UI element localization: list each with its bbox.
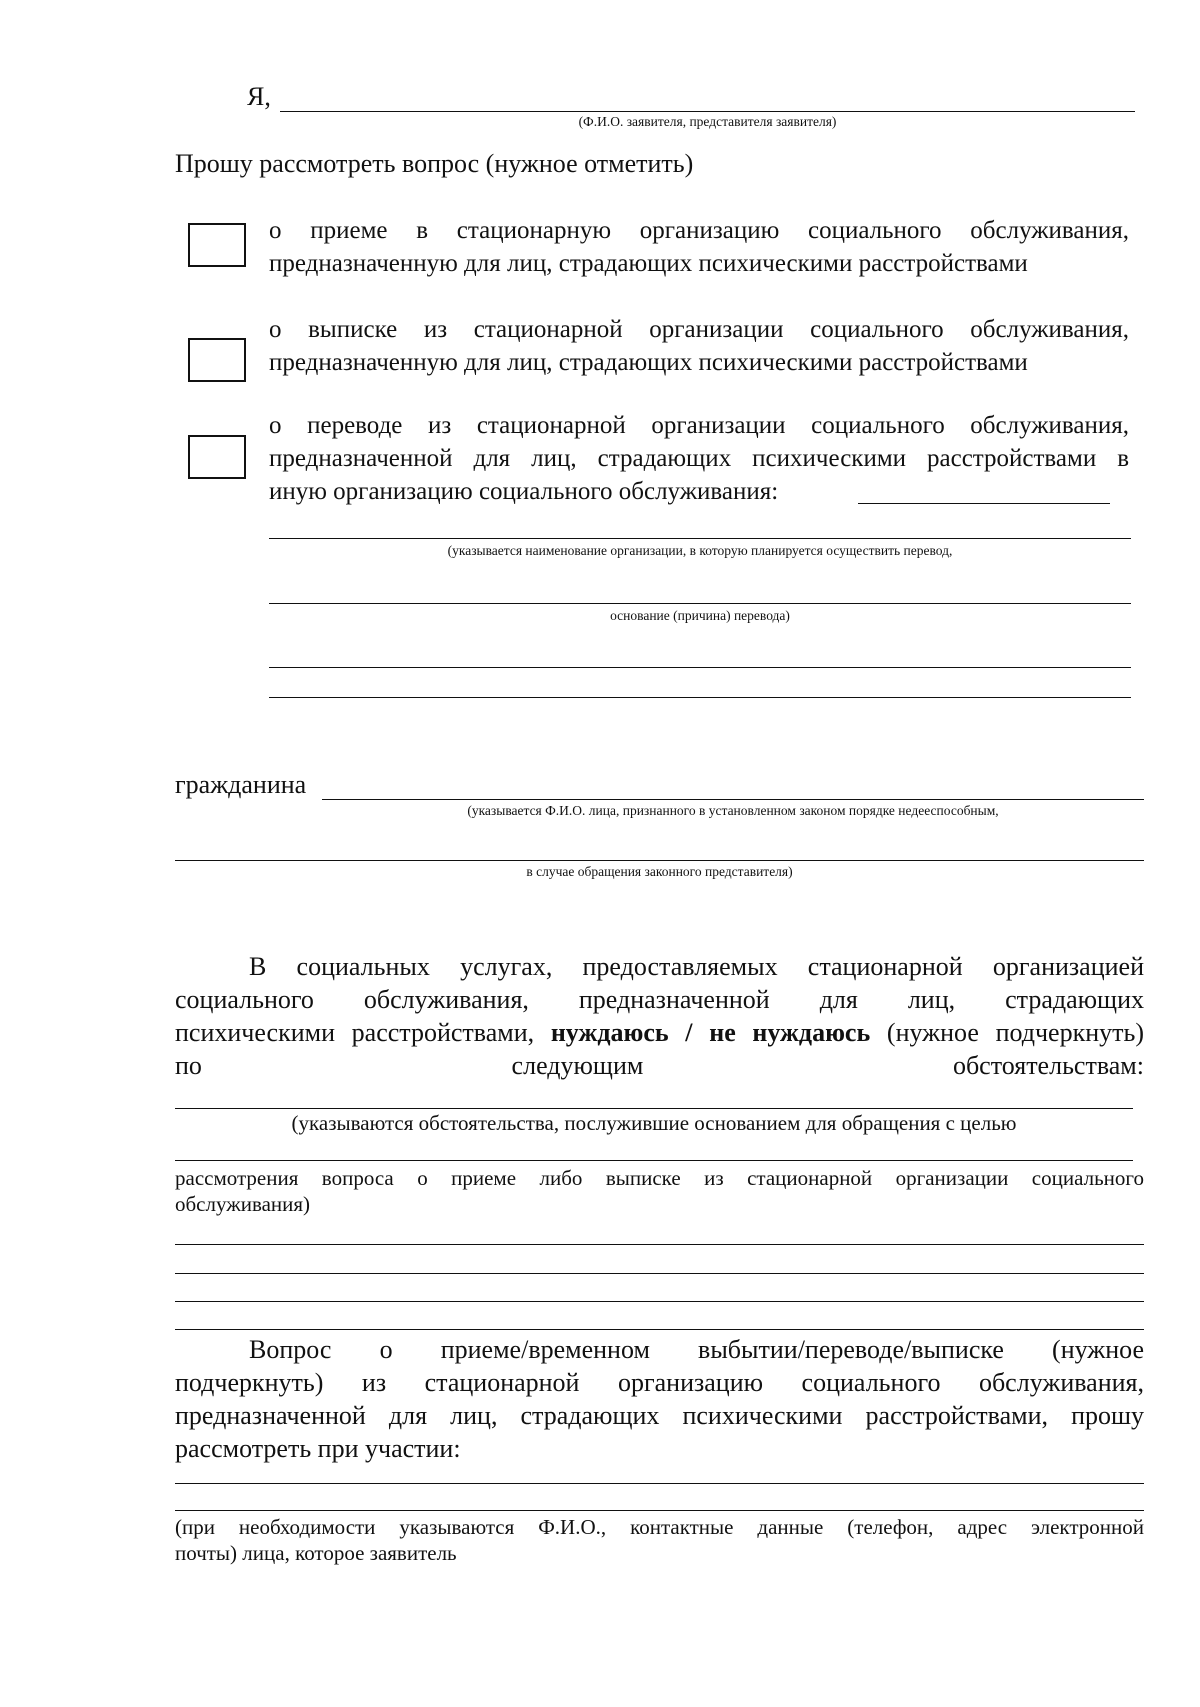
question-caption-line-2: почты) лица, которое заявитель [175,1541,457,1565]
needs-circumstances-line-2[interactable] [175,1160,1133,1161]
needs-extra-line-4[interactable] [175,1329,1144,1330]
option-admission-line2: предназначенную для лиц, страдающих психическими расстройствами [269,250,1028,277]
ya-label: Я, [247,82,271,111]
citizen-label: гражданина [175,770,307,799]
option-discharge-line2: предназначенную для лиц, страдающих психическими расстройствами [269,349,1028,376]
citizen-caption-1: (указывается Ф.И.О. лица, признанного в установленном законом порядке недееспособным, [467,803,999,818]
needs-extra-line-3[interactable] [175,1301,1144,1302]
option-transfer-line3: иную организацию социального обслуживания: [269,478,779,505]
request-heading: Прошу рассмотреть вопрос (нужное отметить) [175,149,694,178]
checkbox-admission[interactable] [188,223,246,267]
needs-caption-1: (указываются обстоятельства, послужившие основанием для обращения с целью [291,1111,1017,1135]
question-paragraph [175,1333,1144,1465]
transfer-org-line[interactable] [269,538,1131,539]
option-discharge-text [269,313,1129,379]
transfer-org-inline-line[interactable] [858,503,1110,504]
checkbox-discharge[interactable] [188,338,246,382]
participant-line-1[interactable] [175,1483,1144,1484]
question-caption-line-1: (при необходимости указываются Ф.И.О., контактные данные (телефон, адрес электронной [175,1515,1144,1539]
needs-line-3 [175,1016,1144,1049]
option-admission-text [269,214,1129,280]
option-admission-line1: о приеме в стационарную организацию социального обслуживания, [269,217,1129,244]
applicant-caption: (Ф.И.О. заявителя, представителя заявителя) [578,114,837,129]
option-transfer-line1: о переводе из стационарной организации социального обслуживания, [269,412,1129,439]
question-line-3: предназначенной для лиц, страдающих психическими расстройствами, прошу [175,1401,1144,1430]
transfer-extra-line-2[interactable] [269,697,1131,698]
option-transfer-text [269,409,1129,508]
needs-line-3a: психическими расстройствами, [175,1018,551,1047]
transfer-extra-line-1[interactable] [269,667,1131,668]
needs-paragraph [175,950,1144,1082]
option-discharge-line1: о выписке из стационарной организации социального обслуживания, [269,316,1129,343]
citizen-caption-2: в случае обращения законного представителя) [526,864,793,879]
citizen-second-line[interactable] [175,860,1144,861]
needs-line-4: по следующим обстоятельствам: [175,1051,1144,1080]
question-line-4: рассмотреть при участии: [175,1434,461,1463]
question-line-1: Вопрос о приеме/временном выбытии/переводе/выписке (нужное [249,1335,1144,1364]
needs-circumstances-line-1[interactable] [175,1108,1133,1109]
applicant-name-line[interactable] [280,111,1135,112]
needs-line-2: социального обслуживания, предназначенной для лиц, страдающих [175,985,1144,1014]
needs-extra-line-2[interactable] [175,1273,1144,1274]
transfer-reason-line[interactable] [269,603,1131,604]
citizen-name-line[interactable] [322,799,1144,800]
participant-line-2[interactable] [175,1510,1144,1511]
needs-line-1: В социальных услугах, предоставляемых стационарной организацией [249,952,1144,981]
needs-line-3b: (нужное подчеркнуть) [870,1018,1144,1047]
transfer-caption-reason: основание (причина) перевода) [610,608,790,623]
option-transfer-line2: предназначенной для лиц, страдающих психическими расстройствами в [269,445,1129,472]
question-caption [175,1514,1144,1566]
needs-caption-3-line: обслуживания) [175,1192,311,1216]
needs-extra-line-1[interactable] [175,1244,1144,1245]
needs-caption-2-line: рассмотрения вопроса о приеме либо выписке из стационарной организации социального [175,1166,1144,1190]
transfer-caption-org: (указывается наименование организации, в которую планируется осуществить перевод, [447,543,953,558]
needs-caption-2 [175,1165,1144,1217]
checkbox-transfer[interactable] [188,435,246,479]
needs-choice: нуждаюсь / не нуждаюсь [550,1018,871,1047]
question-line-2: подчеркнуть) из стационарной организацию социального обслуживания, [175,1368,1144,1397]
